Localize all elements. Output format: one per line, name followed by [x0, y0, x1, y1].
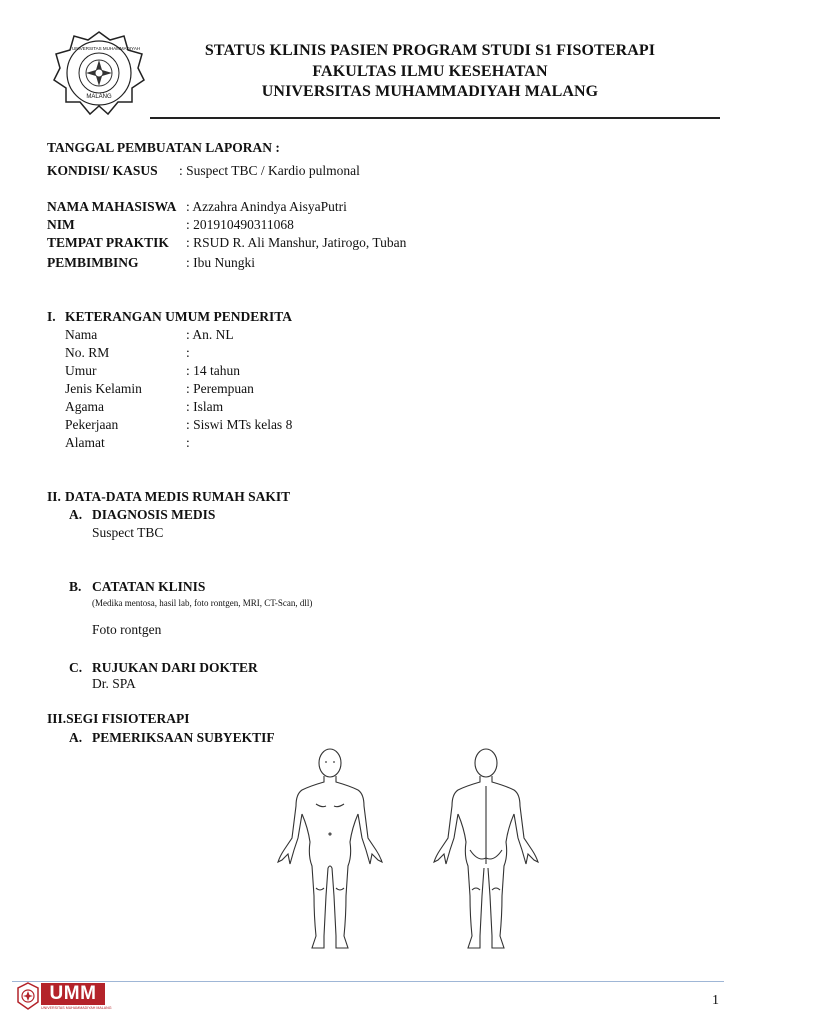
- section1-number: I.: [47, 309, 56, 324]
- referral-title: RUJUKAN DARI DOKTER: [92, 660, 258, 675]
- subjective-exam-letter: A.: [69, 730, 83, 745]
- age-label: Umur: [65, 363, 97, 378]
- case-value: : Suspect TBC / Kardio pulmonal: [179, 163, 360, 178]
- student-name-value: : Azzahra Anindya AisyaPutri: [186, 199, 347, 214]
- header-title-line2: FAKULTAS ILMU KESEHATAN: [312, 63, 548, 80]
- subjective-exam-title: PEMERIKSAAN SUBYEKTIF: [92, 730, 275, 745]
- practice-place-label: TEMPAT PRAKTIK: [47, 235, 169, 250]
- header-divider: [150, 117, 720, 119]
- header-title-line3: UNIVERSITAS MUHAMMADIYAH MALANG: [261, 83, 599, 100]
- section3-title: III.SEGI FISIOTERAPI: [47, 711, 190, 726]
- seal-text-top: UNIVERSITAS MUHAMMADIYAH: [72, 46, 141, 51]
- supervisor-label: PEMBIMBING: [47, 255, 139, 270]
- medical-record-label: No. RM: [65, 345, 110, 360]
- clinical-notes-title: CATATAN KLINIS: [92, 579, 206, 594]
- supervisor-value: : Ibu Nungki: [186, 255, 255, 270]
- diagnosis-title: DIAGNOSIS MEDIS: [92, 507, 216, 522]
- section1-title: KETERANGAN UMUM PENDERITA: [65, 309, 293, 324]
- diagnosis-value: Suspect TBC: [92, 525, 164, 540]
- medical-record-value: :: [186, 345, 190, 360]
- umm-footer-logo: [16, 982, 112, 1012]
- report-date-label: TANGGAL PEMBUATAN LAPORAN :: [47, 140, 280, 155]
- section2-number: II.: [47, 489, 61, 504]
- body-diagram-front: [272, 746, 388, 956]
- section2-title: DATA-DATA MEDIS RUMAH SAKIT: [65, 489, 291, 504]
- header-title-line1: STATUS KLINIS PASIEN PROGRAM STUDI S1 FISOTERAPI: [204, 42, 656, 59]
- umm-logo-subtext: UNIVERSITAS MUHAMMADIYAH MALANG: [41, 1006, 112, 1010]
- nim-label: NIM: [47, 217, 75, 232]
- seal-text-bottom: MALANG: [86, 94, 112, 100]
- clinical-notes-value: Foto rontgen: [92, 622, 162, 637]
- referral-value: Dr. SPA: [92, 676, 136, 691]
- umm-emblem-icon: [16, 982, 40, 1010]
- referral-letter: C.: [69, 660, 83, 675]
- address-value: :: [186, 435, 190, 450]
- age-value: : 14 tahun: [186, 363, 240, 378]
- umm-logo-text: UMM: [41, 983, 105, 1005]
- case-label: KONDISI/ KASUS: [47, 163, 158, 178]
- patient-name-label: Nama: [65, 327, 98, 342]
- body-diagram-back: [428, 746, 544, 956]
- occupation-label: Pekerjaan: [65, 417, 119, 432]
- religion-value: : Islam: [186, 399, 224, 414]
- sex-value: : Perempuan: [186, 381, 254, 396]
- patient-name-value: : An. NL: [186, 327, 234, 342]
- clinical-notes-letter: B.: [69, 579, 82, 594]
- sex-label: Jenis Kelamin: [65, 381, 142, 396]
- student-name-label: NAMA MAHASISWA: [47, 199, 177, 214]
- occupation-value: : Siswi MTs kelas 8: [186, 417, 293, 432]
- practice-place-value: : RSUD R. Ali Manshur, Jatirogo, Tuban: [186, 235, 407, 250]
- clinical-notes-hint: (Medika mentosa, hasil lab, foto rontgen, MRI, CT-Scan, dll): [92, 598, 313, 608]
- nim-value: : 201910490311068: [186, 217, 294, 232]
- address-label: Alamat: [65, 435, 105, 450]
- footer-divider: [12, 981, 724, 982]
- diagnosis-letter: A.: [69, 507, 83, 522]
- page-number: 1: [712, 993, 719, 1008]
- religion-label: Agama: [65, 399, 104, 414]
